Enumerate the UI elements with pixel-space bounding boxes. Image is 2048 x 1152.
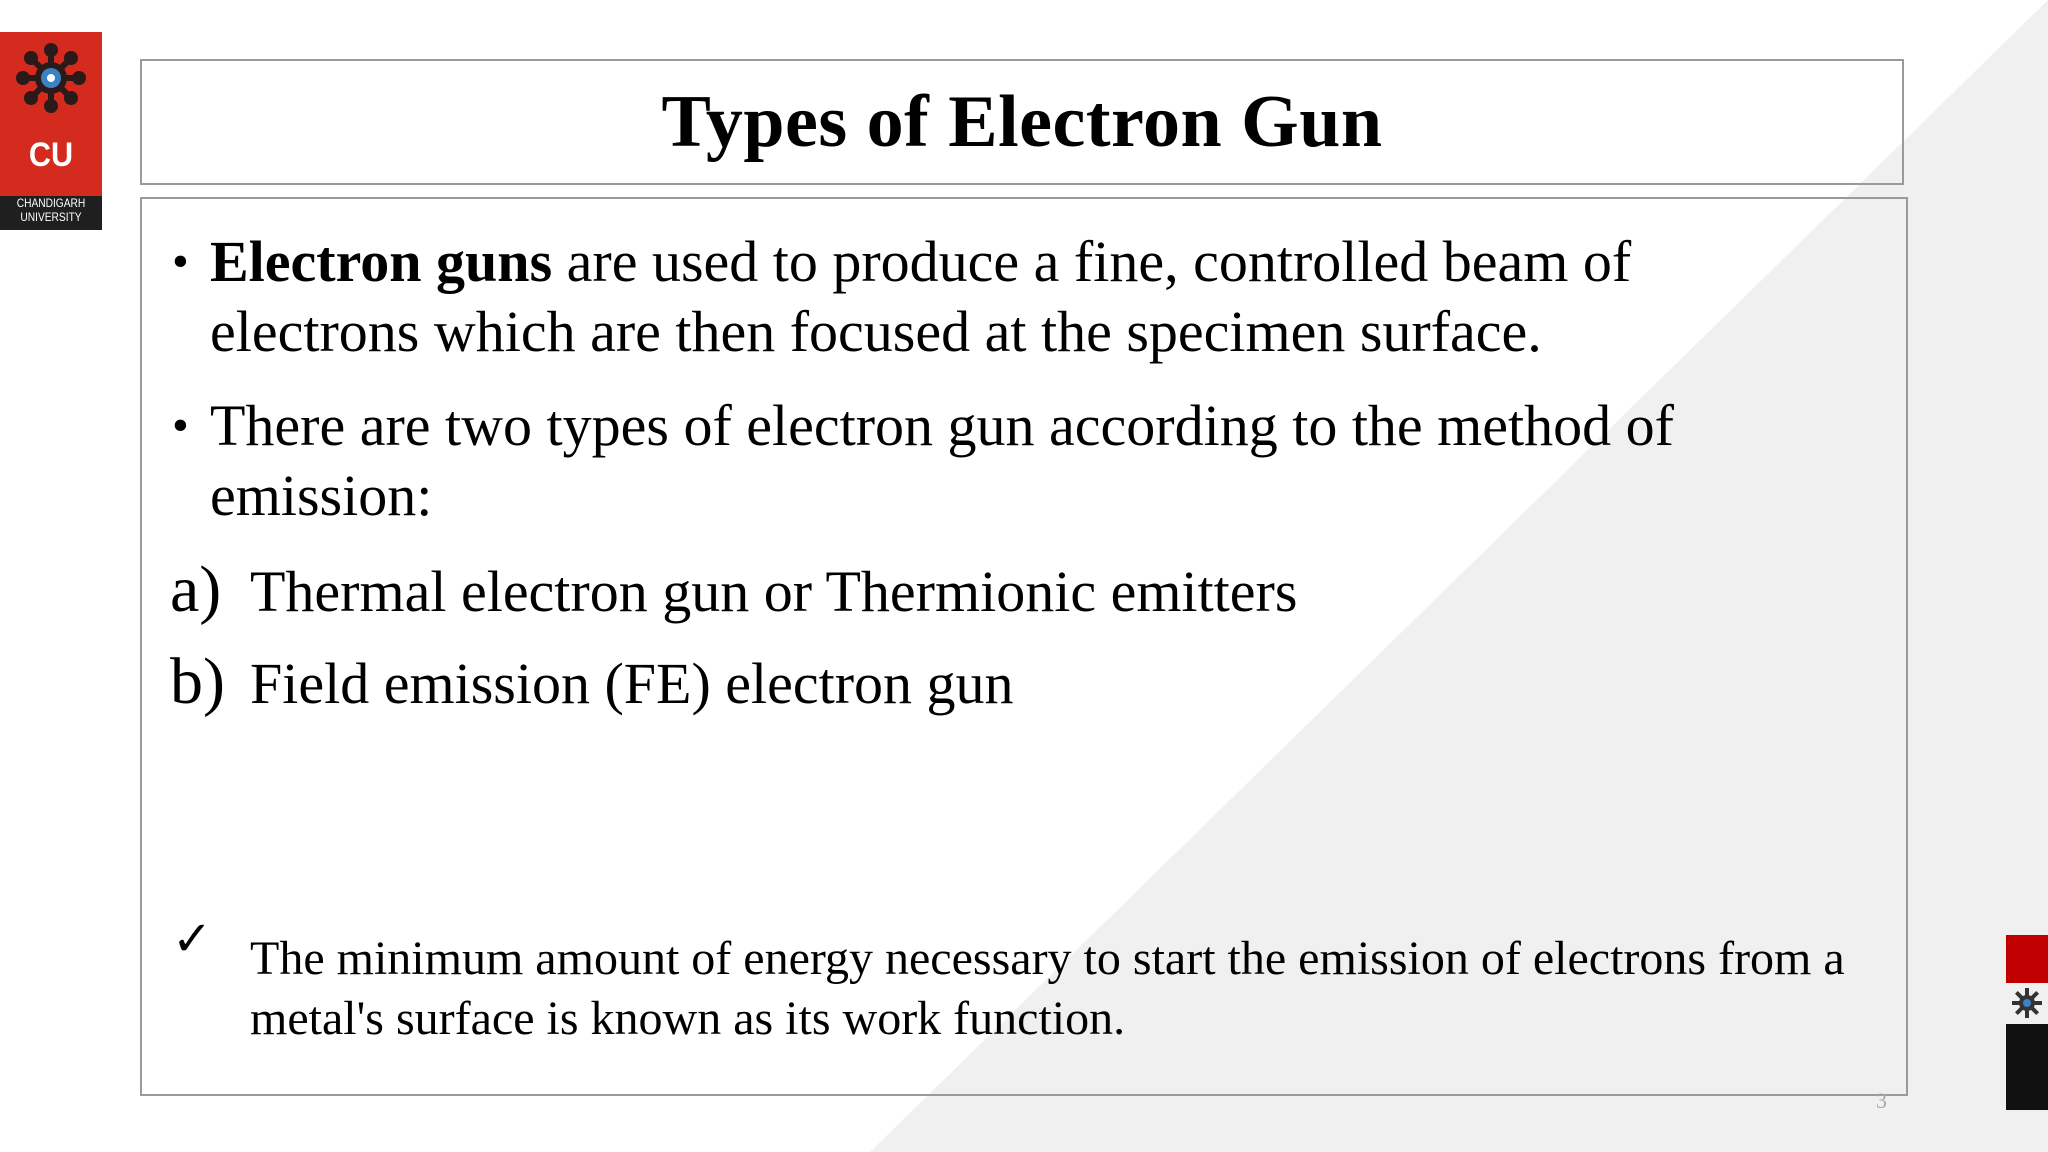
slide-title: Types of Electron Gun xyxy=(661,80,1383,163)
bullet-dot-icon: • xyxy=(172,399,189,452)
bullet-rest: are used to produce a fine, controlled beam of electrons which are then focused at the specimen surface. xyxy=(210,229,1632,364)
side-black-block xyxy=(2006,1024,2048,1110)
bullet-item xyxy=(172,391,1812,531)
side-red-block xyxy=(2006,935,2048,983)
bullet-item xyxy=(172,227,1812,367)
logo-line-1: CHANDIGARH xyxy=(16,196,86,210)
checkmark-icon: ✓ xyxy=(172,911,213,967)
bullet-bold-term: Electron guns xyxy=(210,229,553,294)
bullet-text: There are two types of electron gun according to the method of emission: xyxy=(210,393,1674,528)
list-text: Thermal electron gun or Thermionic emitters xyxy=(250,559,1298,624)
list-item-b xyxy=(170,647,1014,719)
content-box xyxy=(140,197,1908,1096)
list-marker: a) xyxy=(170,553,222,626)
logo-line-2: UNIVERSITY xyxy=(20,210,82,224)
page-number: 3 xyxy=(1876,1088,1887,1113)
title-box xyxy=(140,59,1904,185)
gear-emblem-icon xyxy=(11,38,91,118)
list-text: Field emission (FE) electron gun xyxy=(250,651,1014,716)
gear-icon xyxy=(2010,986,2044,1020)
note-text: The minimum amount of energy necessary to start the emission of electrons from a metal's surface is known as its work function. xyxy=(250,932,1845,1045)
logo-university-name xyxy=(0,196,102,230)
list-marker: b) xyxy=(170,645,225,718)
university-logo xyxy=(0,32,102,224)
list-item-a xyxy=(170,555,1297,627)
bullet-text xyxy=(172,227,1812,367)
bullet-dot-icon: • xyxy=(172,235,189,288)
note xyxy=(172,911,1872,1049)
logo-abbr: CU xyxy=(28,136,74,174)
